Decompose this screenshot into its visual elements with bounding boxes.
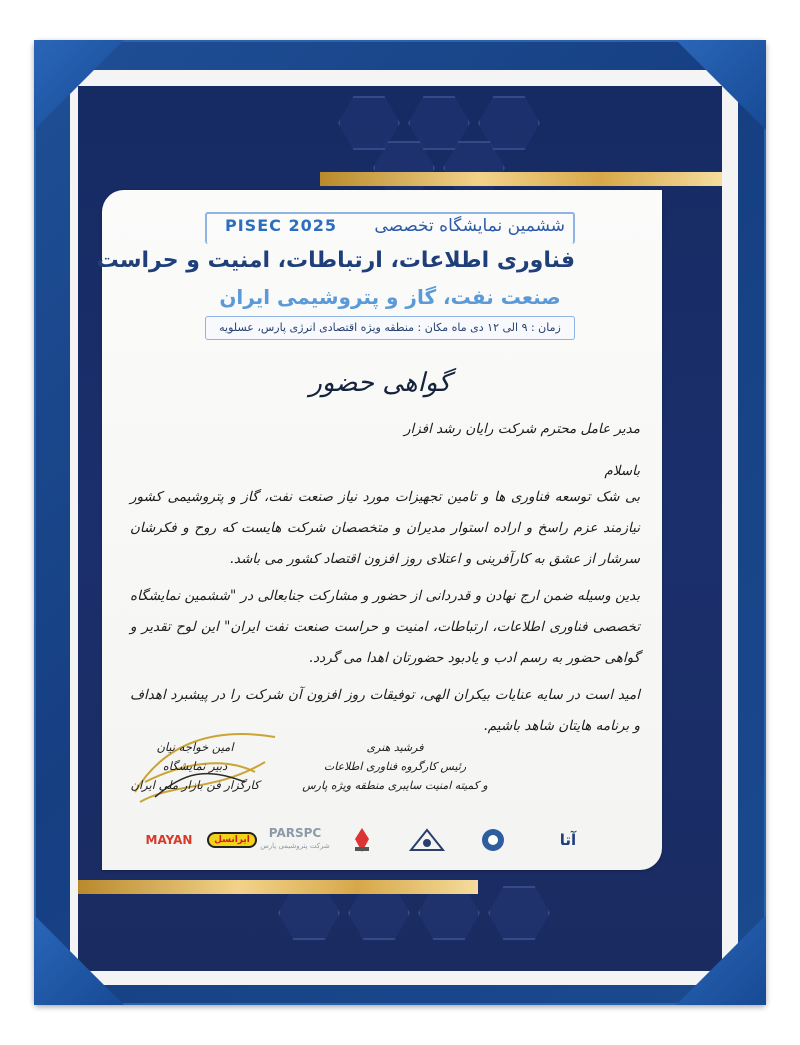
event-code: PISEC 2025 — [225, 216, 337, 235]
signatory-role: و کمیته امنیت سایبری منطقه ویژه پارس — [302, 779, 488, 792]
association-emblem-icon — [398, 826, 456, 854]
letter-paragraph: بی شک توسعه فناوری ها و تامین تجهیزات مورد نیاز صنعت نفت، گاز و پتروشیمی کشور نیازمند عزم راسخ و اراده استوار مدیران و متخصصان شرکت هایست که روح و فکرشان سرشار از عشق به کارآفرینی و اعتلای روز افزون اقتصاد کشور می باشد. — [130, 489, 640, 567]
letter-paragraph: بدین وسیله ضمن ارج نهادن و قدردانی از حضور و مشارکت جنابعالی در "ششمین نمایشگاه تخصصی فناوری اطلاعات، ارتباطات، امنیت و حراست صنعت نفت ایران" این لوح تقدیر و گواهی حضور به رسم ادب و یادبود حضورتان اهدا می گردد. — [130, 588, 640, 666]
parspc-logo: PARSPC شرکت پتروشیمی پارس — [260, 826, 330, 850]
signatory-name: امین خواجه نیان — [156, 740, 234, 754]
edition-label: ششمین نمایشگاه تخصصی — [374, 216, 565, 236]
event-title-line1: فناوری اطلاعات، ارتباطات، امنیت و حراست — [96, 248, 575, 273]
letter-body — [130, 418, 640, 748]
signatory-left — [120, 738, 270, 808]
nioc-emblem-icon — [336, 826, 388, 854]
mayan-logo: MAYAN — [145, 833, 193, 847]
event-title-line2: صنعت نفت، گاز و پتروشیمی ایران — [219, 285, 561, 309]
signatory-middle — [300, 738, 490, 808]
letter-paragraph: امید است در سایه عنایات بیکران الهی، توفیقات روز افزون آن شرکت را در پیشبرد اهداف و برنامه هایتان شاهد باشیم. — [130, 687, 640, 734]
hexagon-decoration — [418, 886, 480, 940]
certificate-title: گواهی حضور — [309, 368, 451, 398]
sponsor-logos — [140, 818, 610, 866]
hexagon-decoration — [278, 886, 340, 940]
gold-stripe-bottom — [78, 880, 478, 894]
ata-logo: آتا — [559, 831, 577, 849]
signatory-role: کارگزار فن بازار ملی ایران — [130, 778, 260, 792]
telecom-emblem-icon — [466, 826, 520, 854]
gold-stripe-top — [320, 172, 722, 186]
signatory-role: دبیر نمایشگاه — [162, 759, 228, 773]
hexagon-decoration — [348, 886, 410, 940]
hexagon-decoration — [488, 886, 550, 940]
signatory-name: فرشید هنری — [366, 741, 424, 754]
letter-recipient: مدیر عامل محترم شرکت رایان رشد افزار — [403, 421, 640, 437]
event-info-line: زمان : ۹ الی ۱۲ دی ماه مکان : منطقه ویژه اقتصادی انرژی پارس، عسلویه — [205, 316, 575, 340]
iransol-logo: ایرانسل — [206, 826, 258, 854]
event-header — [96, 212, 575, 338]
signatory-role: رئیس کارگروه فناوری اطلاعات — [323, 760, 467, 773]
letter-greeting: باسلام — [604, 463, 640, 479]
